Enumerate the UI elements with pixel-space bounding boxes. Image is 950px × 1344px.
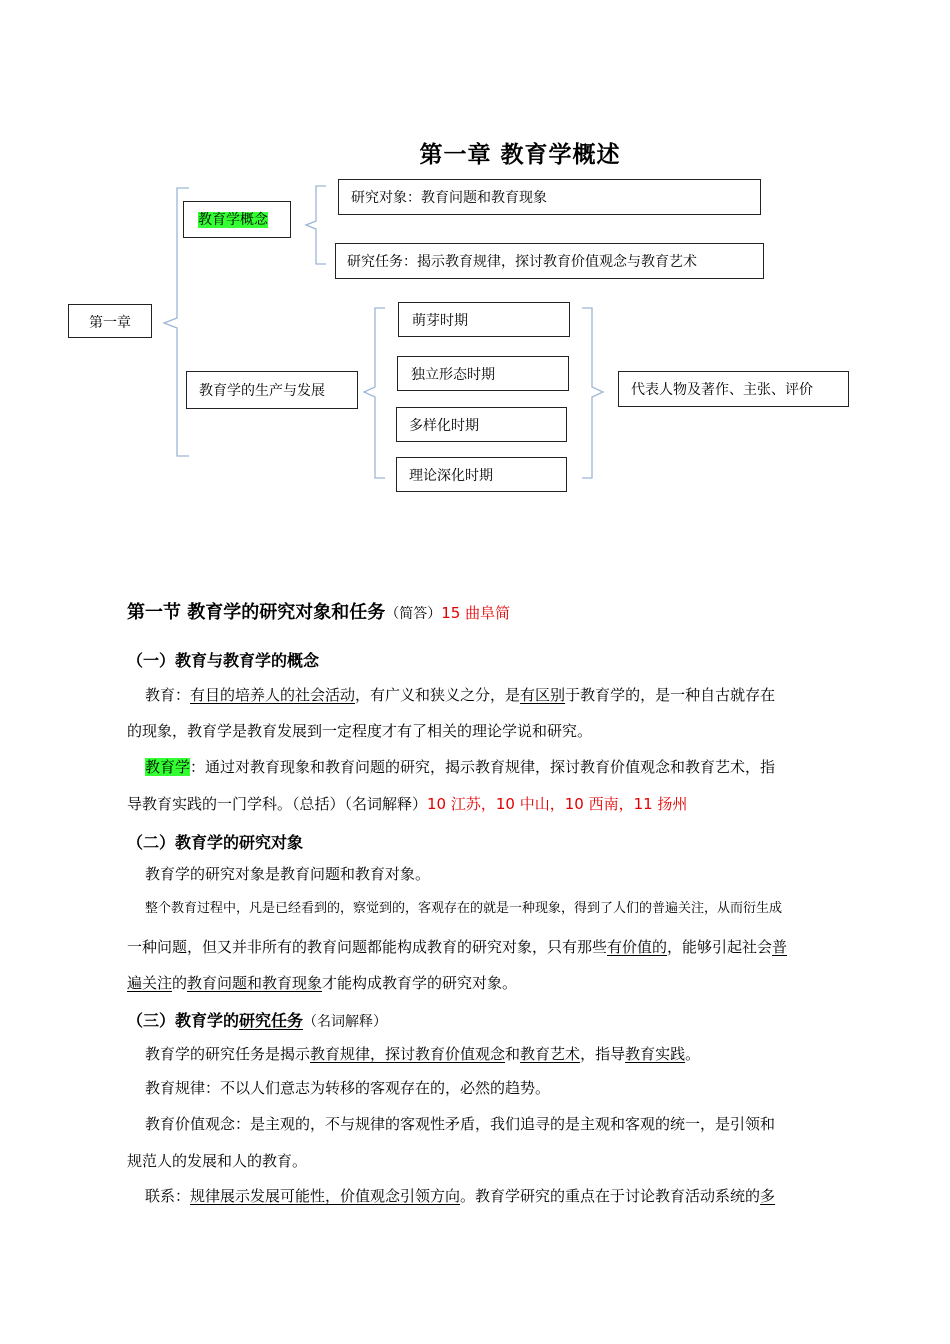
section-note: （简答） bbox=[385, 606, 442, 622]
paragraph: 导教育实践的一门学科。（总括）（名词解释）10 江苏，10 中山，10 西南，11 扬州 bbox=[127, 795, 688, 813]
paragraph: 整个教育过程中，凡是已经看到的，察觉到的，客观存在的就是一种现象，得到了人们的普遍关注，从而衍生成 bbox=[145, 901, 783, 916]
paragraph: 教育学的研究任务是揭示教育规律，探讨教育价值观念和教育艺术，指导教育实践。 bbox=[145, 1045, 701, 1063]
period-node: 独立形态时期 bbox=[397, 356, 569, 391]
concept-node-label: 教育学概念 bbox=[198, 212, 268, 228]
highlighted-term: 教育学 bbox=[145, 758, 191, 776]
section-heading bbox=[127, 598, 510, 624]
periods-bracket bbox=[364, 308, 385, 478]
summary-bracket bbox=[582, 308, 603, 478]
page-title: 第一章 教育学概述 bbox=[419, 142, 621, 168]
paragraph: 一种问题，但又并非所有的教育问题都能构成教育的研究对象，只有那些有价值的，能够引起社会普 bbox=[127, 938, 788, 956]
concept-bracket bbox=[306, 186, 326, 264]
paragraph: 联系：规律展示发展可能性，价值观念引领方向。教育学研究的重点在于讨论教育活动系统的多 bbox=[145, 1187, 776, 1205]
paragraph: 教育规律：不以人们意志为转移的客观存在的，必然的趋势。 bbox=[145, 1079, 551, 1097]
subsection-heading: （一）教育与教育学的概念 bbox=[127, 651, 320, 670]
period-node: 多样化时期 bbox=[396, 407, 567, 442]
paragraph: 教育学：通过对教育现象和教育问题的研究，揭示教育规律，探讨教育价值观念和教育艺术，指 bbox=[145, 758, 776, 776]
exam-tag: 10 江苏，10 中山，10 西南，11 扬州 bbox=[427, 795, 688, 813]
paragraph: 教育：有目的培养人的社会活动，有广义和狭义之分，是有区别于教育学的，是一种自古就存在 bbox=[145, 686, 776, 704]
subsection-heading: （三）教育学的研究任务（名词解释） bbox=[127, 1011, 388, 1030]
section-heading-text: 第一节 教育学的研究对象和任务 bbox=[127, 602, 386, 623]
period-node: 萌芽时期 bbox=[398, 302, 570, 337]
concept-object-node: 研究对象：教育问题和教育现象 bbox=[338, 179, 761, 215]
period-node: 理论深化时期 bbox=[396, 457, 567, 492]
paragraph: 规范人的发展和人的教育。 bbox=[127, 1152, 308, 1170]
paragraph: 遍关注的教育问题和教育现象才能构成教育学的研究对象。 bbox=[127, 974, 518, 992]
root-node: 第一章 bbox=[68, 304, 152, 338]
section-exam-tag: 15 曲阜简 bbox=[441, 604, 511, 622]
development-node: 教育学的生产与发展 bbox=[186, 371, 358, 409]
concept-node bbox=[183, 201, 291, 238]
paragraph: 教育学的研究对象是教育问题和教育对象。 bbox=[145, 865, 431, 883]
summary-node: 代表人物及著作、主张、评价 bbox=[618, 371, 849, 407]
paragraph: 的现象，教育学是教育发展到一定程度才有了相关的理论学说和研究。 bbox=[127, 722, 593, 740]
paragraph: 教育价值观念：是主观的，不与规律的客观性矛盾，我们追寻的是主观和客观的统一，是引领和 bbox=[145, 1115, 776, 1133]
subsection-heading: （二）教育学的研究对象 bbox=[127, 833, 304, 852]
concept-task-node: 研究任务：揭示教育规律，探讨教育价值观念与教育艺术 bbox=[335, 243, 764, 279]
